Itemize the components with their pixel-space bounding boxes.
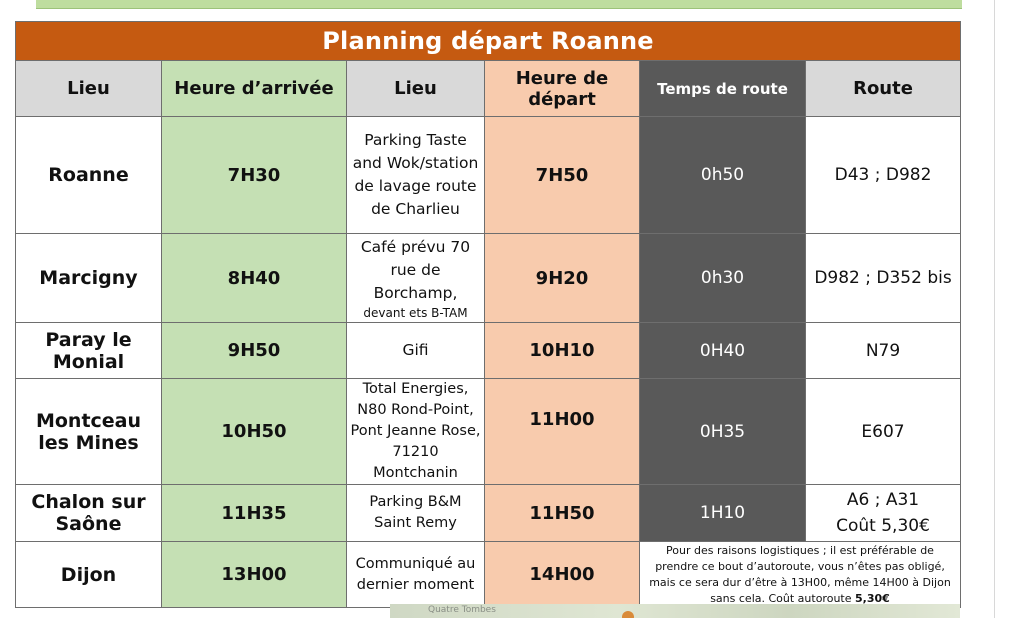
cell-arrival: 9H50 bbox=[162, 323, 347, 379]
cell-lieu: Chalon sur Saône bbox=[16, 485, 162, 542]
table-row bbox=[16, 234, 961, 323]
cell-lieu: Roanne bbox=[16, 117, 162, 234]
table-row bbox=[16, 323, 961, 379]
cell-route: D982 ; D352 bis bbox=[806, 234, 961, 323]
route-line: A6 ; A31 bbox=[846, 490, 920, 510]
cell-lieu: Dijon bbox=[16, 542, 162, 608]
cell-travel-time: 0h30 bbox=[640, 234, 806, 323]
cell-arrival: 8H40 bbox=[162, 234, 347, 323]
page-edge-divider bbox=[994, 0, 995, 618]
cell-route bbox=[806, 485, 961, 542]
cell-departure: 7H50 bbox=[485, 117, 640, 234]
schedule-table bbox=[15, 21, 961, 608]
cell-logistics-note bbox=[640, 542, 961, 608]
cell-route: D43 ; D982 bbox=[806, 117, 961, 234]
route-cost: Coût 5,30€ bbox=[836, 516, 930, 536]
table-row bbox=[16, 485, 961, 542]
cell-place: Communiqué au dernier moment bbox=[347, 542, 485, 608]
header-place: Lieu bbox=[347, 61, 485, 117]
table-row bbox=[16, 379, 961, 485]
header-lieu: Lieu bbox=[16, 61, 162, 117]
cell-travel-time: 0H40 bbox=[640, 323, 806, 379]
top-banner-edge bbox=[36, 0, 962, 9]
cell-route: E607 bbox=[806, 379, 961, 485]
cell-arrival: 13H00 bbox=[162, 542, 347, 608]
map-marker-icon bbox=[622, 611, 634, 618]
cell-departure: 11H50 bbox=[485, 485, 640, 542]
cell-arrival: 11H35 bbox=[162, 485, 347, 542]
cell-travel-time: 0H35 bbox=[640, 379, 806, 485]
cell-place: Total Energies, N80 Rond-Point, Pont Jeanne Rose, 71210 Montchanin bbox=[347, 379, 485, 485]
cell-lieu: Marcigny bbox=[16, 234, 162, 323]
header-route: Route bbox=[806, 61, 961, 117]
place-note: devant ets B-TAM bbox=[363, 305, 468, 320]
place-line: Café prévu 70 rue de Borchamp, bbox=[360, 237, 471, 302]
cell-lieu: Paray le Monial bbox=[16, 323, 162, 379]
header-departure-time: Heure de départ bbox=[485, 61, 640, 117]
cell-route: N79 bbox=[806, 323, 961, 379]
cell-place bbox=[347, 234, 485, 323]
cell-departure: 9H20 bbox=[485, 234, 640, 323]
cell-place: Parking B&M Saint Remy bbox=[347, 485, 485, 542]
header-travel-time: Temps de route bbox=[640, 61, 806, 117]
cell-arrival: 7H30 bbox=[162, 117, 347, 234]
cell-departure: 11H00 bbox=[485, 379, 640, 485]
note-text: Pour des raisons logistiques ; il est préférable de prendre ce bout d’autoroute, vous n’êtes pas obligé, mais ce sera dur d’être à 13H00, même 14H00 à Dijon sans cela. Coût autoroute bbox=[649, 543, 951, 605]
header-arrival-time: Heure d’arrivée bbox=[162, 61, 347, 117]
cell-departure: 14H00 bbox=[485, 542, 640, 608]
note-cost: 5,30€ bbox=[855, 591, 890, 605]
cell-lieu: Montceau les Mines bbox=[16, 379, 162, 485]
cell-arrival: 10H50 bbox=[162, 379, 347, 485]
cell-place: Parking Taste and Wok/station de lavage route de Charlieu bbox=[347, 117, 485, 234]
map-label: Quatre Tombes bbox=[428, 605, 496, 615]
table-row bbox=[16, 542, 961, 608]
cell-place: Gifi bbox=[347, 323, 485, 379]
cell-travel-time: 0h50 bbox=[640, 117, 806, 234]
cell-departure: 10H10 bbox=[485, 323, 640, 379]
table-row bbox=[16, 117, 961, 234]
map-preview-strip bbox=[390, 604, 960, 618]
table-title: Planning départ Roanne bbox=[16, 22, 961, 61]
cell-travel-time: 1H10 bbox=[640, 485, 806, 542]
